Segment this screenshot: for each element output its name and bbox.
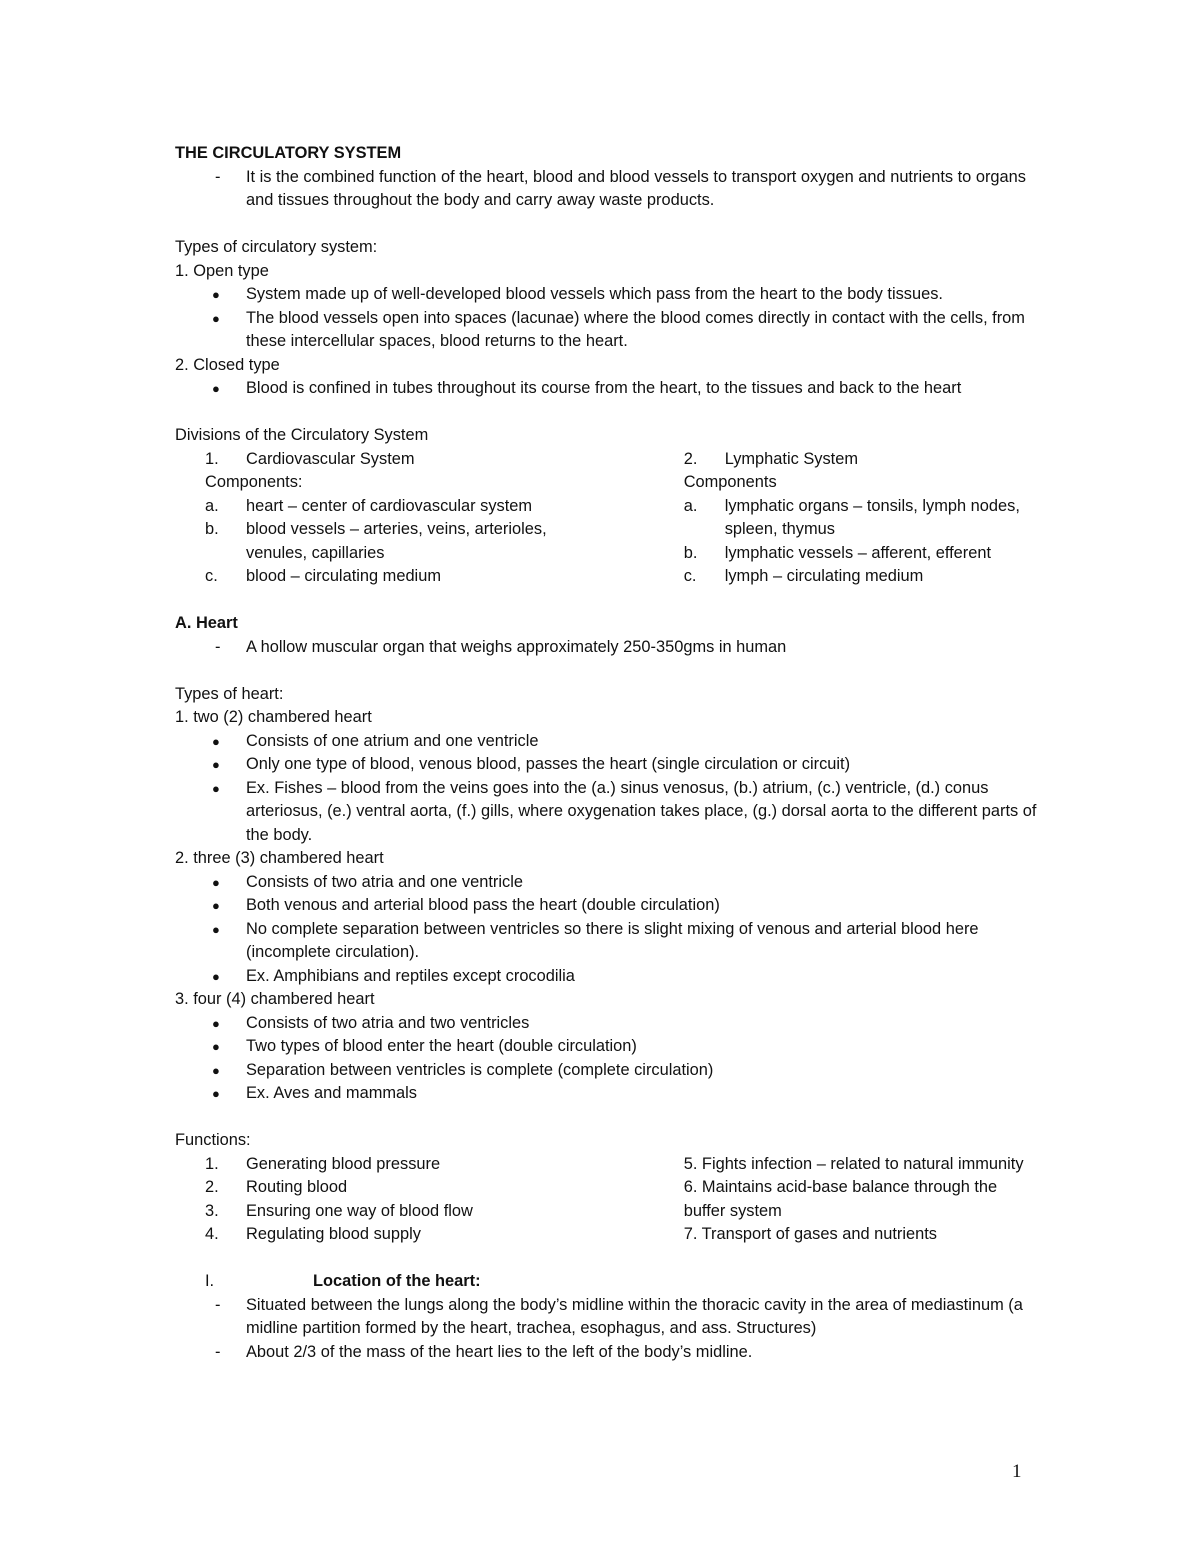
bullet-text: Only one type of blood, venous blood, passes the heart (single circulation or circuit) [246, 755, 851, 773]
dash-marker: - [215, 637, 221, 656]
bullet-icon: ● [212, 898, 220, 913]
heart-types-list [175, 706, 1035, 1106]
bullet-item [175, 777, 1035, 848]
function-number: 3. [205, 1201, 219, 1220]
bullet-text: Ex. Amphibians and reptiles except crocodilia [246, 966, 575, 985]
function-text: Routing blood [246, 1178, 348, 1196]
location-heading-row [175, 1270, 1035, 1294]
bullet-item [175, 894, 1035, 918]
bullet-text: the body. [246, 825, 313, 844]
location-item [175, 1294, 1035, 1341]
function-text: 7. Transport of gases and nutrients [683, 1225, 937, 1243]
bullet-text: Blood is confined in tubes throughout its course from the heart, to the tissues and back to the heart [246, 379, 962, 397]
component-text: venules, capillaries [246, 543, 385, 562]
bullet-item [175, 377, 1035, 401]
bullet-text: Ex. Fishes – blood from the veins goes into the (a.) sinus venosus, (b.) atrium, (c.) ventricle, (d.) conus [246, 778, 989, 797]
bullet-text: arteriosus, (e.) ventral aorta, (f.) gills, where oxygenation takes place, (g.) dorsal aorta to the different parts of [246, 802, 1037, 820]
bullet-icon: ● [212, 874, 220, 890]
document-title: THE CIRCULATORY SYSTEM [175, 144, 402, 162]
lymphatic-column [684, 448, 1035, 589]
bullet-text: The blood vessels open into spaces (lacunae) where the blood comes directly in contact with the cells, from [246, 308, 1025, 327]
location-item [175, 1341, 1035, 1365]
intro-item [175, 166, 1035, 213]
bullet-icon: ● [212, 1015, 220, 1031]
item-marker: a. [205, 496, 219, 515]
location-heading: Location of the heart: [313, 1272, 481, 1290]
bullet-item [175, 1082, 1035, 1106]
heart-type-label: 2. three (3) chambered heart [175, 849, 384, 867]
closed-type-label: 2. Closed type [175, 355, 280, 374]
component-text: lymph – circulating medium [724, 567, 924, 585]
function-text: Ensuring one way of blood flow [246, 1201, 473, 1220]
division-number: 1. [205, 449, 219, 468]
open-type-label: 1. Open type [175, 261, 269, 280]
location-text: midline partition formed by the heart, trachea, esophagus, and ass. Structures) [246, 1319, 817, 1337]
bullet-icon: ● [212, 968, 220, 984]
item-marker: a. [683, 496, 698, 515]
bullet-item [175, 283, 1035, 307]
cardiovascular-column [175, 448, 684, 589]
function-text: 5. Fights infection – related to natural immunity [683, 1154, 1024, 1173]
heart-desc: A hollow muscular organ that weighs approximately 250-350gms in human [246, 637, 787, 656]
bullet-icon: ● [212, 733, 220, 749]
bullet-icon: ● [212, 757, 220, 772]
function-text: buffer system [683, 1201, 782, 1220]
divisions-columns [175, 448, 1035, 589]
types-heading: Types of circulatory system: [175, 238, 378, 256]
component-text: lymphatic vessels – afferent, efferent [724, 543, 992, 562]
function-number: 1. [205, 1154, 219, 1173]
functions-columns [175, 1153, 1035, 1247]
bullet-text: System made up of well-developed blood vessels which pass from the heart to the body tissues. [246, 285, 943, 303]
bullet-icon: ● [212, 381, 220, 396]
bullet-item [175, 871, 1035, 895]
component-text: spleen, thymus [724, 520, 835, 538]
roman-numeral: I. [205, 1272, 215, 1290]
function-text: Regulating blood supply [246, 1225, 421, 1243]
bullet-text: these intercellular spaces, blood returns to the heart. [246, 332, 628, 350]
heart-desc-item [175, 636, 1035, 660]
functions-left [175, 1153, 684, 1247]
bullet-text: Consists of two atria and two ventricles [246, 1013, 530, 1032]
bullet-item [175, 307, 1035, 354]
intro-line: It is the combined function of the heart, blood and blood vessels to transport oxygen and nutrients to organs [246, 167, 1026, 186]
bullet-icon: ● [212, 780, 220, 796]
bullet-icon: ● [212, 310, 220, 326]
bullet-text: Consists of two atria and one ventricle [246, 872, 523, 891]
dash-marker: - [215, 1295, 221, 1314]
component-text: lymphatic organs – tonsils, lymph nodes, [724, 496, 1020, 515]
heart-type-label: 1. two (2) chambered heart [175, 708, 372, 726]
functions-right [684, 1153, 1035, 1247]
bullet-text: (incomplete circulation). [246, 943, 420, 961]
bullet-text: Both venous and arterial blood pass the heart (double circulation) [246, 896, 720, 914]
document-page [175, 142, 1035, 1364]
dash-marker: - [215, 167, 221, 186]
function-number: 4. [205, 1225, 219, 1243]
bullet-text: Ex. Aves and mammals [246, 1084, 417, 1102]
bullet-text: Two types of blood enter the heart (double circulation) [246, 1037, 637, 1055]
component-text: blood vessels – arteries, veins, arterioles, [246, 520, 547, 538]
item-marker: c. [683, 567, 697, 585]
page-number: 1 [1012, 1461, 1022, 1482]
division-name: Cardiovascular System [246, 449, 415, 468]
bullet-item [175, 1035, 1035, 1059]
heart-heading: A. Heart [175, 614, 238, 632]
function-text: 6. Maintains acid-base balance through the [683, 1178, 998, 1196]
bullet-item [175, 753, 1035, 777]
item-marker: b. [205, 520, 219, 538]
intro-line: and tissues throughout the body and carry away waste products. [246, 191, 715, 209]
bullet-item [175, 965, 1035, 989]
heart-types-heading: Types of heart: [175, 684, 284, 703]
components-label: Components: [205, 473, 303, 491]
division-name: Lymphatic System [724, 449, 858, 468]
heart-type-label: 3. four (4) chambered heart [175, 990, 375, 1008]
bullet-item [175, 1012, 1035, 1036]
dash-marker: - [215, 1342, 221, 1361]
bullet-icon: ● [212, 287, 220, 302]
functions-heading: Functions: [175, 1131, 251, 1149]
item-marker: c. [205, 567, 218, 585]
function-number: 2. [205, 1178, 219, 1196]
bullet-item [175, 918, 1035, 965]
components-label: Components [683, 473, 777, 491]
component-text: blood – circulating medium [246, 567, 441, 585]
bullet-icon: ● [212, 1062, 220, 1078]
bullet-text: Consists of one atrium and one ventricle [246, 731, 539, 750]
location-text: Situated between the lungs along the body’s midline within the thoracic cavity in the area of mediastinum (a [246, 1295, 1023, 1314]
divisions-heading: Divisions of the Circulatory System [175, 426, 429, 444]
bullet-item [175, 1059, 1035, 1083]
bullet-icon: ● [212, 1039, 220, 1054]
bullet-icon: ● [212, 1086, 220, 1101]
bullet-text: No complete separation between ventricles so there is slight mixing of venous and arterial blood here [246, 919, 979, 938]
location-text: About 2/3 of the mass of the heart lies to the left of the body’s midline. [246, 1342, 753, 1361]
bullet-text: Separation between ventricles is complete (complete circulation) [246, 1060, 714, 1079]
division-number: 2. [683, 449, 698, 468]
component-text: heart – center of cardiovascular system [246, 496, 533, 515]
item-marker: b. [683, 543, 698, 562]
function-text: Generating blood pressure [246, 1154, 441, 1173]
bullet-item [175, 730, 1035, 754]
bullet-icon: ● [212, 921, 220, 937]
